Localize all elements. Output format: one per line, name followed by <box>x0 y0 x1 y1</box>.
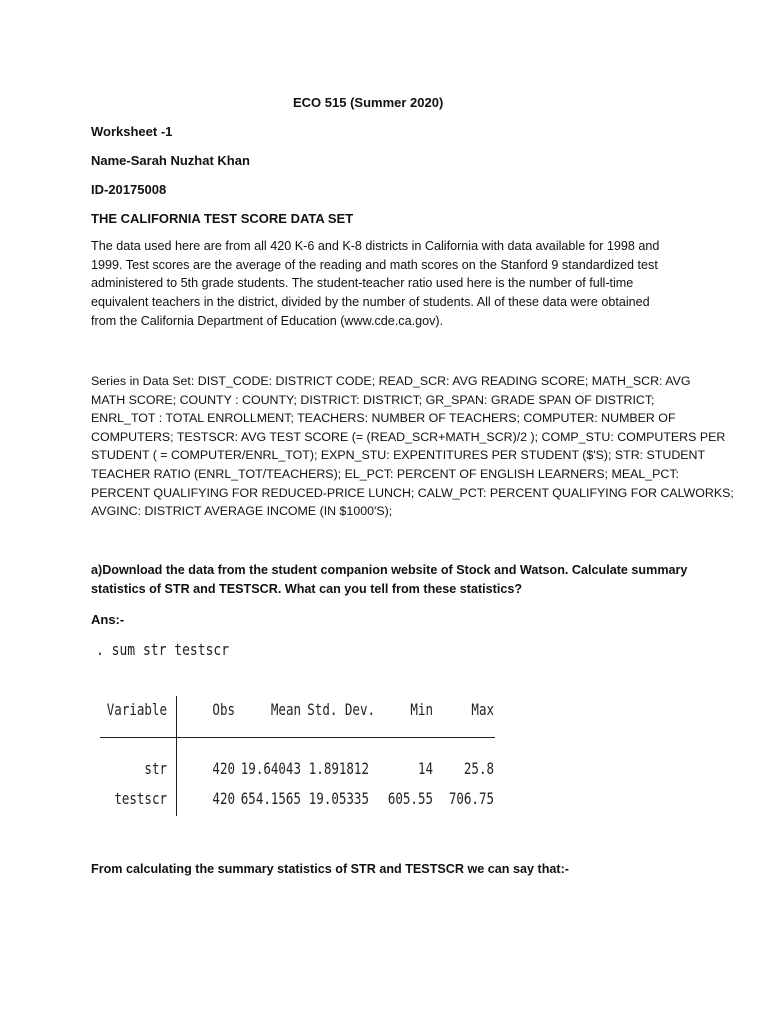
question-line: a)Download the data from the student companion website of Stock and Watson. Calculate summary <box>91 563 688 577</box>
table-divider-horizontal <box>100 737 495 738</box>
series-paragraph <box>91 372 734 521</box>
stata-command: . sum str testscr <box>96 641 230 660</box>
table-divider-vertical <box>176 696 177 816</box>
series-line: AVGINC: DISTRICT AVERAGE INCOME (IN $1000'S); <box>91 504 393 519</box>
conclusion-text: From calculating the summary statistics of STR and TESTSCR we can say that:- <box>91 862 569 876</box>
series-line: TEACHER RATIO (ENRL_TOT/TEACHERS); EL_PCT: PERCENT OF ENGLISH LEARNERS; MEAL_PCT: <box>91 466 679 481</box>
cell-std-dev: 19.05335 <box>308 789 369 808</box>
cell-std-dev: 1.891812 <box>308 759 369 778</box>
series-line: ENRL_TOT : TOTAL ENROLLMENT; TEACHERS: NUMBER OF TEACHERS; COMPUTER: NUMBER OF <box>91 411 676 426</box>
question-a <box>91 561 691 598</box>
student-name: Name-Sarah Nuzhat Khan <box>91 153 250 168</box>
header-std-dev: Std. Dev. <box>307 700 375 719</box>
cell-min: 14 <box>417 759 433 778</box>
series-line: COMPUTERS; TESTSCR: AVG TEST SCORE (= (READ_SCR+MATH_SCR)/2 ); COMP_STU: COMPUTERS PER <box>91 429 726 444</box>
question-line: statistics of STR and TESTSCR. What can you tell from these statistics? <box>91 581 523 596</box>
course-title: ECO 515 (Summer 2020) <box>293 95 444 110</box>
header-mean: Mean <box>270 700 301 719</box>
intro-line: 1999. Test scores are the average of the reading and math scores on the Stanford 9 standardized test <box>91 257 658 272</box>
section-title: THE CALIFORNIA TEST SCORE DATA SET <box>91 211 354 226</box>
header-max: Max <box>471 700 494 719</box>
series-line: PERCENT QUALIFYING FOR REDUCED-PRICE LUNCH; CALW_PCT: PERCENT QUALIFYING FOR CALWORKS; <box>91 485 734 500</box>
intro-paragraph <box>91 237 691 331</box>
series-line: STUDENT ( = COMPUTER/ENRL_TOT); EXPN_STU: EXPENTITURES PER STUDENT ($'S); STR: STUDENT <box>91 448 706 463</box>
cell-mean: 654.1565 <box>240 789 301 808</box>
cell-obs: 420 <box>212 789 235 808</box>
header-variable: Variable <box>106 700 167 719</box>
intro-line: from the California Department of Education (www.cde.ca.gov). <box>91 313 444 328</box>
intro-line: administered to 5th grade students. The student-teacher ratio used here is the number of full-time <box>91 276 634 291</box>
header-min: Min <box>410 700 433 719</box>
intro-line: The data used here are from all 420 K-6 and K-8 districts in California with data available for 1998 and <box>91 239 660 253</box>
student-id: ID-20175008 <box>91 182 167 197</box>
intro-line: equivalent teachers in the district, divided by the number of students. All of these data were obtained <box>91 295 650 310</box>
answer-label: Ans:- <box>91 612 125 627</box>
stata-output-table <box>95 692 500 817</box>
series-line: Series in Data Set: DIST_CODE: DISTRICT CODE; READ_SCR: AVG READING SCORE; MATH_SCR: AVG <box>91 374 691 388</box>
series-line: MATH SCORE; COUNTY : COUNTY; DISTRICT: DISTRICT; GR_SPAN: GRADE SPAN OF DISTRICT; <box>91 392 655 407</box>
cell-min: 605.55 <box>387 789 433 808</box>
cell-mean: 19.64043 <box>240 759 301 778</box>
cell-max: 706.75 <box>448 789 494 808</box>
header-obs: Obs <box>212 700 235 719</box>
worksheet-label: Worksheet -1 <box>91 124 173 139</box>
cell-variable: testscr <box>114 789 167 808</box>
cell-variable: str <box>144 759 167 778</box>
cell-obs: 420 <box>212 759 235 778</box>
cell-max: 25.8 <box>463 759 494 778</box>
